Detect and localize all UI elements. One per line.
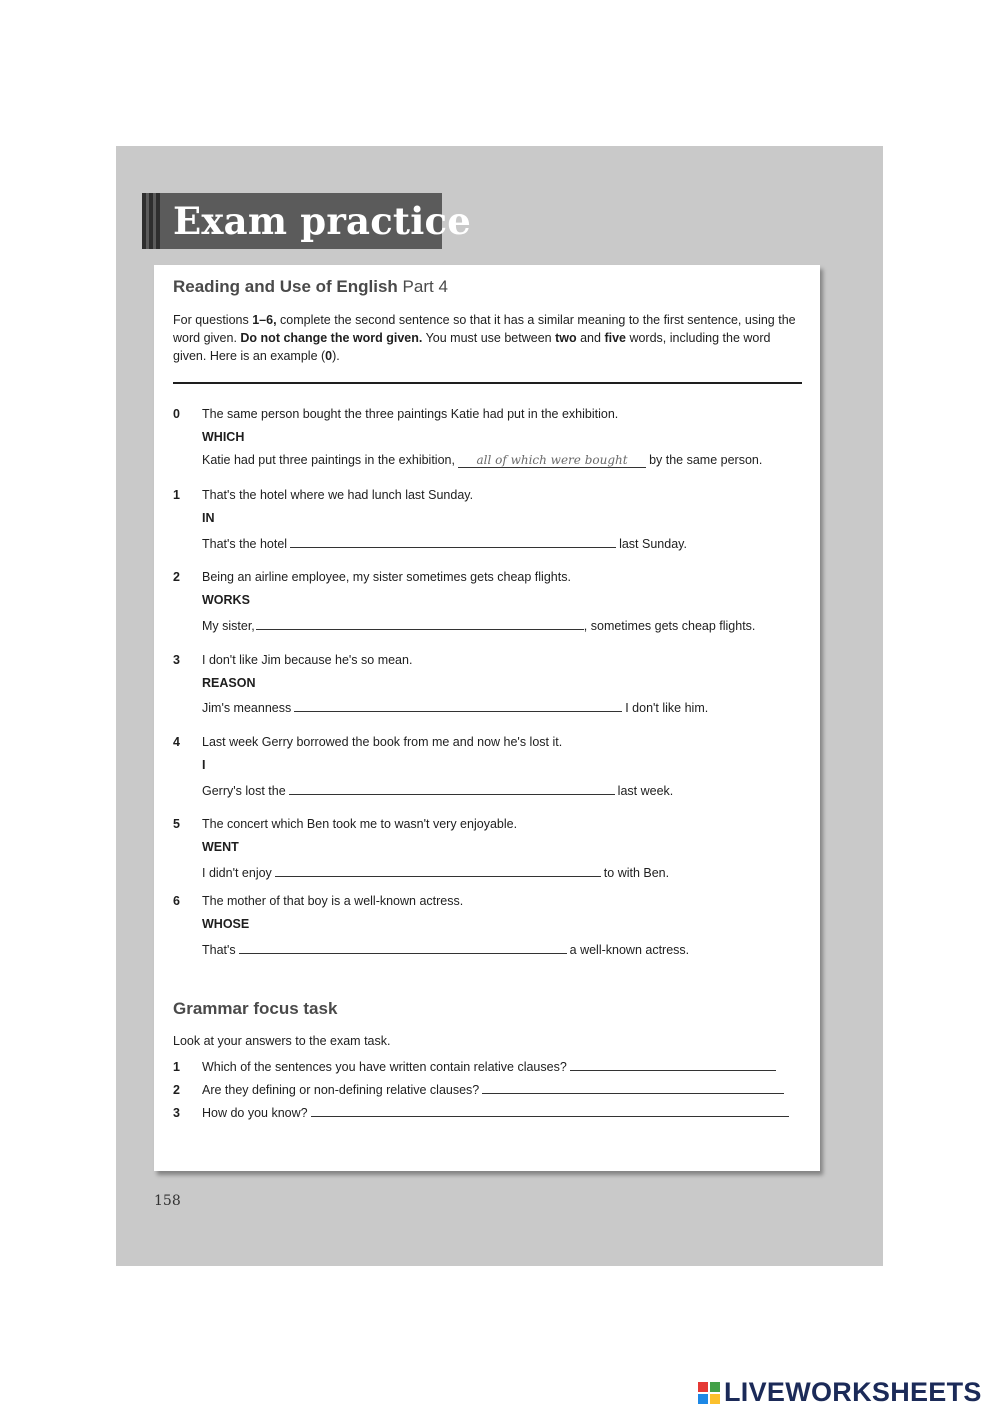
question-number: 3	[173, 653, 180, 667]
question-number: 5	[173, 817, 180, 831]
answer-prefix: My sister,	[202, 619, 255, 633]
question-sentence: The mother of that boy is a well-known actress.	[202, 894, 464, 908]
answer-prefix: I didn't enjoy	[202, 866, 272, 880]
section-header-band	[142, 193, 471, 249]
answer-blank[interactable]	[482, 1080, 784, 1094]
question-number: 4	[173, 735, 180, 749]
logo-square-1	[698, 1382, 708, 1392]
answer-blank[interactable]	[294, 698, 622, 712]
answer-prefix: That's the hotel	[202, 537, 288, 551]
question-keyword: WHOSE	[202, 917, 250, 931]
grammar-item-2	[173, 1080, 803, 1097]
answer-blank[interactable]	[570, 1057, 776, 1071]
answer-prefix: That's	[202, 943, 236, 957]
page-number: 158	[154, 1193, 181, 1209]
logo-grid-icon	[698, 1382, 720, 1404]
question-sentence: I don't like Jim because he's so mean.	[202, 653, 413, 667]
answer-prefix: Jim's meanness	[202, 701, 292, 715]
question-answer-line	[202, 781, 673, 798]
grammar-item-text: Which of the sentences you have written contain relative clauses?	[202, 1060, 567, 1074]
grammar-item-1	[173, 1057, 803, 1074]
answer-blank[interactable]	[239, 940, 567, 954]
answer-blank[interactable]	[275, 863, 601, 877]
grammar-item-text: Are they defining or non-defining relative clauses?	[202, 1083, 480, 1097]
question-number: 2	[173, 570, 180, 584]
section-title-main: Reading and Use of English	[173, 277, 398, 296]
question-keyword: WENT	[202, 840, 239, 854]
answer-suffix: last week.	[617, 784, 674, 798]
question-keyword: WHICH	[202, 430, 245, 444]
section-title-part: Part 4	[402, 277, 448, 296]
logo-text: LIVEWORKSHEETS	[724, 1377, 982, 1407]
question-keyword: WORKS	[202, 593, 250, 607]
instr-text-2: complete the second sentence so that it has a similar meaning to the first sentence, using the word given.	[173, 313, 796, 345]
question-answer-line	[202, 940, 689, 957]
answer-suffix: to with Ben.	[603, 866, 670, 880]
example-answer: all of which were bought	[458, 453, 645, 468]
instr-two: two	[555, 331, 577, 345]
answer-suffix: last Sunday.	[619, 537, 687, 551]
question-number: 1	[173, 488, 180, 502]
answer-blank[interactable]	[289, 781, 615, 795]
instr-text-5: words, including the word given. Here is an example (	[173, 331, 771, 363]
instr-emphasis: Do not change the word given.	[240, 331, 423, 345]
question-number: 0	[173, 407, 180, 421]
answer-suffix: , sometimes gets cheap flights.	[583, 619, 756, 633]
instr-text-1: For questions	[173, 313, 253, 327]
answer-blank[interactable]	[256, 616, 584, 630]
page-title: Exam practice	[173, 199, 471, 243]
instructions	[173, 311, 803, 365]
question-sentence: Last week Gerry borrowed the book from me and now he's lost it.	[202, 735, 563, 749]
grammar-task-intro: Look at your answers to the exam task.	[173, 1034, 391, 1048]
logo-square-4	[710, 1394, 720, 1404]
question-sentence: The concert which Ben took me to wasn't very enjoyable.	[202, 817, 518, 831]
question-answer-line	[202, 453, 762, 468]
instr-range: 1–6,	[252, 313, 277, 327]
grammar-task-title: Grammar focus task	[173, 999, 338, 1018]
grammar-item-number: 3	[173, 1106, 180, 1120]
grammar-item-text: How do you know?	[202, 1106, 308, 1120]
instr-zero: 0	[325, 349, 333, 363]
answer-blank[interactable]	[290, 534, 616, 548]
header-bars-decoration	[142, 193, 163, 249]
instr-text-3: You must use between	[422, 331, 556, 345]
exam-card	[154, 265, 820, 1171]
logo-square-2	[710, 1382, 720, 1392]
question-keyword: IN	[202, 511, 215, 525]
answer-blank[interactable]	[311, 1103, 789, 1117]
question-answer-line	[202, 863, 669, 880]
answer-prefix: Katie had put three paintings in the exhibition,	[202, 453, 455, 467]
grammar-item-number: 1	[173, 1060, 180, 1074]
logo-square-3	[698, 1394, 708, 1404]
answer-suffix: by the same person.	[649, 453, 763, 467]
question-sentence: The same person bought the three paintings Katie had put in the exhibition.	[202, 407, 619, 421]
grammar-item-3	[173, 1103, 803, 1120]
grammar-item-number: 2	[173, 1083, 180, 1097]
section-title	[173, 277, 448, 297]
answer-suffix: I don't like him.	[625, 701, 709, 715]
answer-suffix: a well-known actress.	[569, 943, 690, 957]
instr-text-6: ).	[332, 349, 340, 363]
question-sentence: That's the hotel where we had lunch last Sunday.	[202, 488, 474, 502]
liveworksheets-logo	[698, 1377, 982, 1408]
question-answer-line	[202, 698, 708, 715]
question-keyword: I	[202, 758, 206, 772]
question-answer-line	[202, 534, 687, 551]
question-keyword: REASON	[202, 676, 256, 690]
answer-prefix: Gerry's lost the	[202, 784, 286, 798]
question-number: 6	[173, 894, 180, 908]
instr-text-4: and	[576, 331, 605, 345]
question-sentence: Being an airline employee, my sister sometimes gets cheap flights.	[202, 570, 571, 584]
question-answer-line	[202, 616, 755, 633]
instr-five: five	[604, 331, 626, 345]
divider-rule	[173, 382, 802, 384]
